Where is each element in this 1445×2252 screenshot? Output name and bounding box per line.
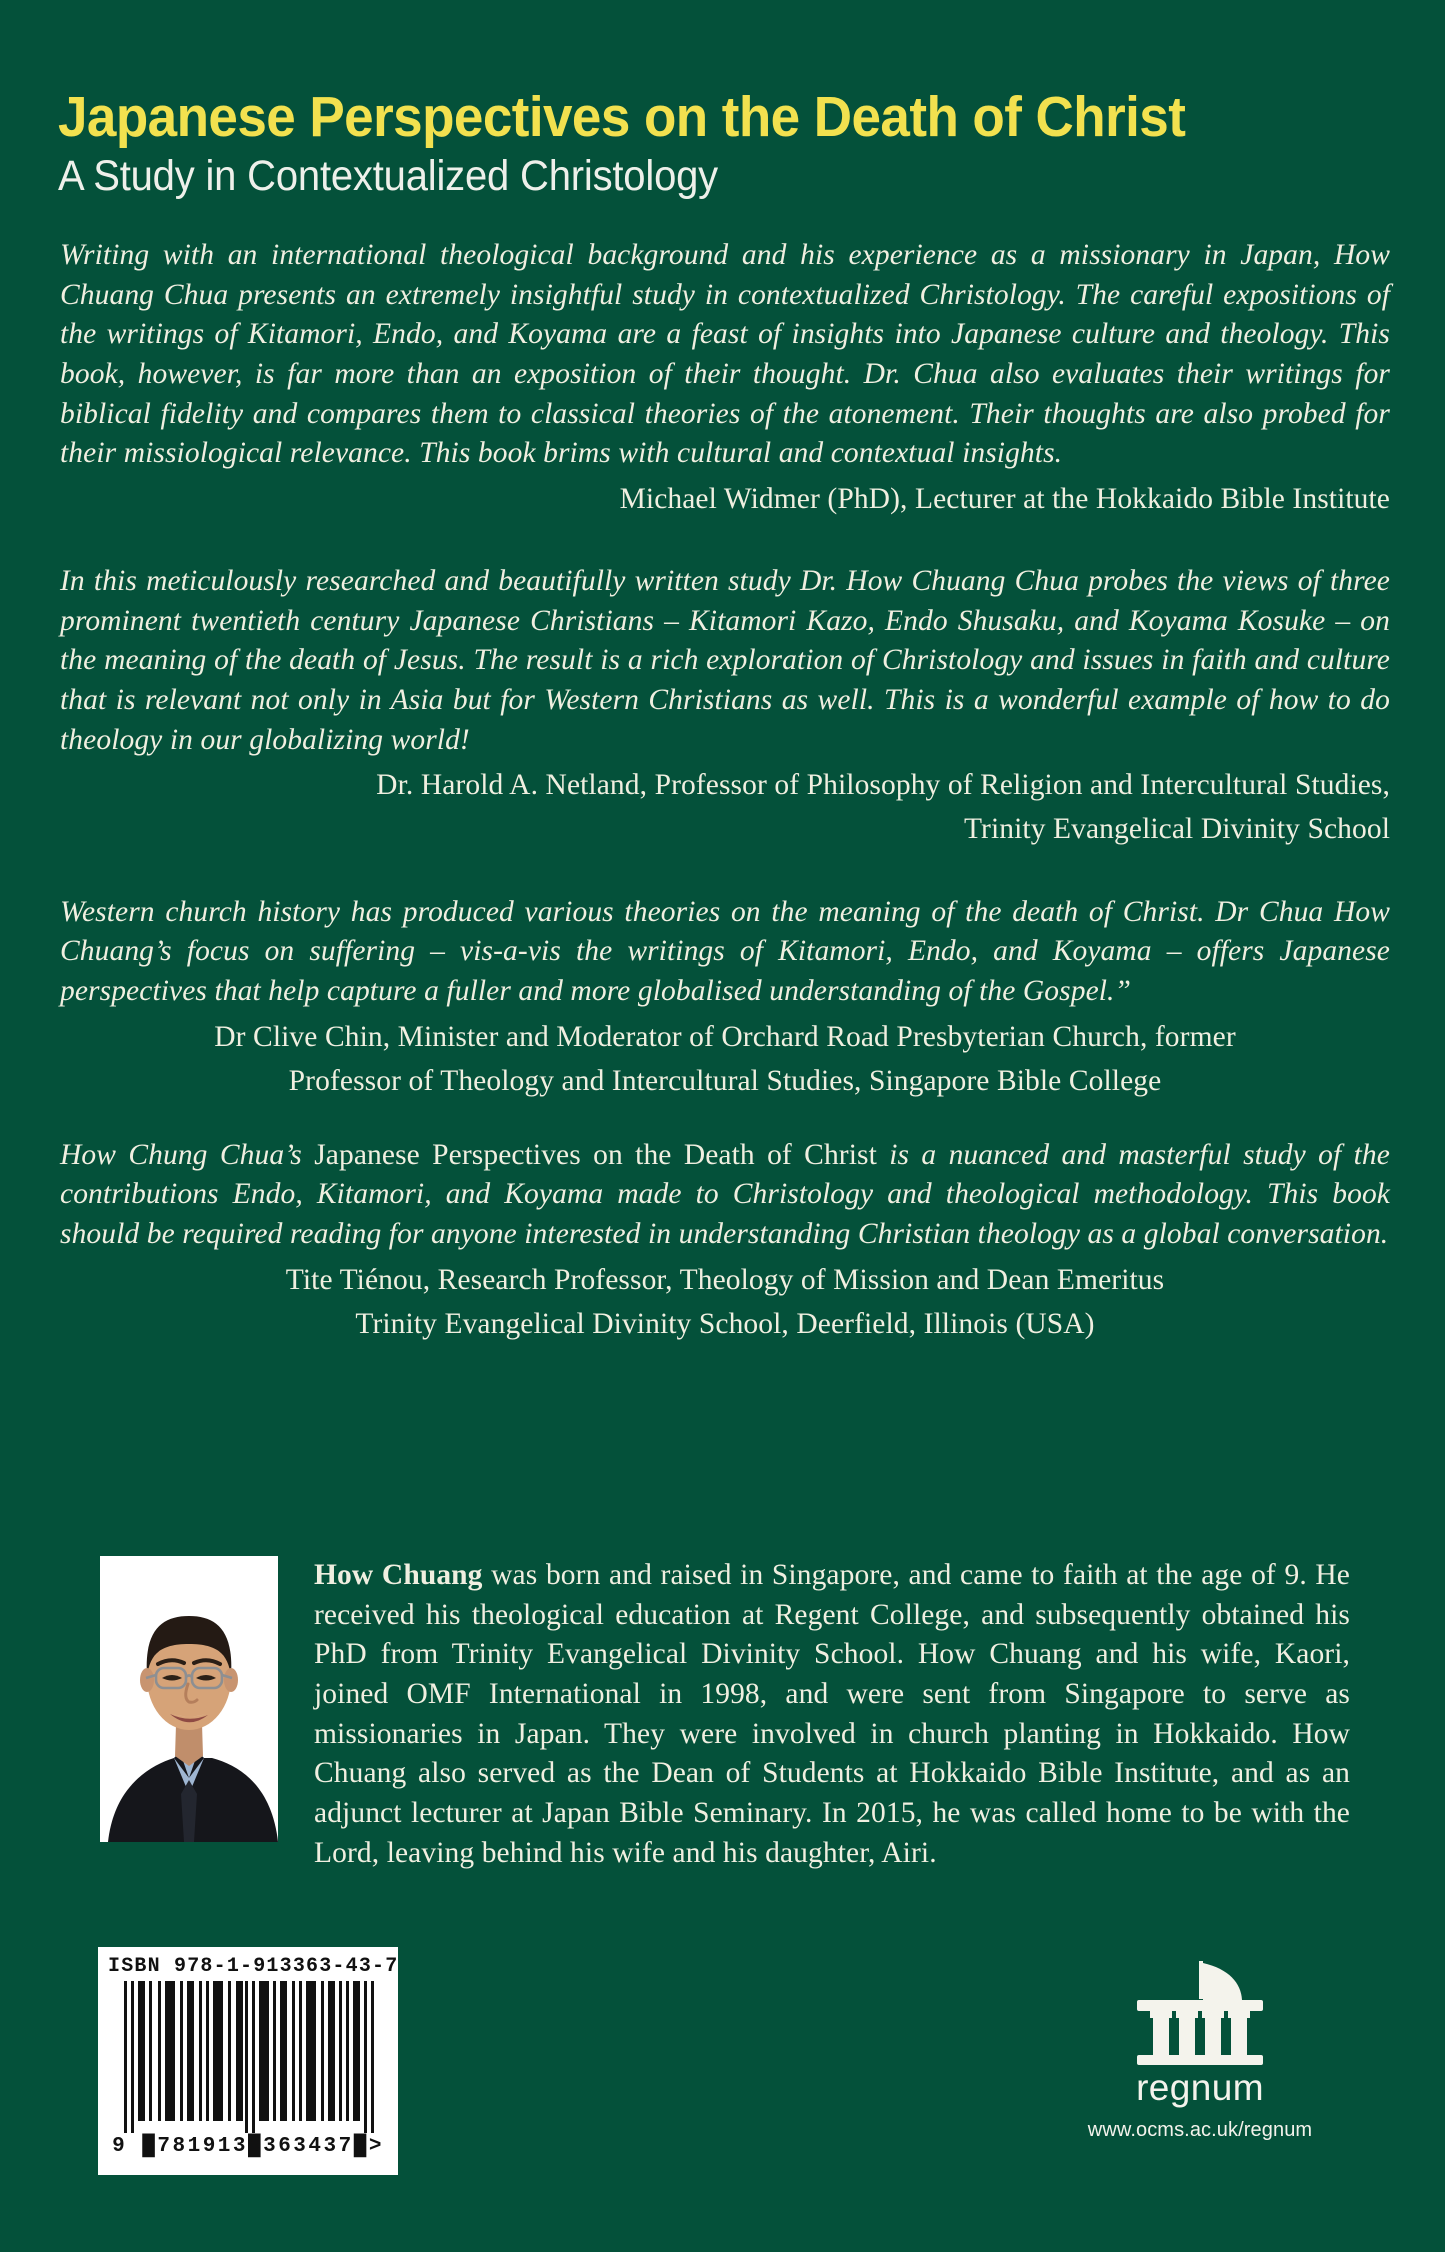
spacer (60, 528, 1390, 562)
isbn-barcode (98, 1947, 398, 2175)
publisher-block (1085, 1955, 1315, 2140)
endorsement-attribution-line-2: Professor of Theology and Intercultural Studies, Singapore Bible College (288, 1064, 1162, 1097)
quote-book-title: Japanese Perspectives on the Death of Christ (314, 1138, 877, 1171)
endorsement-attribution-line-2: Trinity Evangelical Divinity School, Deerfield, Illinois (USA) (355, 1307, 1095, 1340)
endorsement-quote (60, 1136, 1390, 1255)
quote-italic-lead: How Chung Chua’s (60, 1138, 315, 1171)
author-photo (100, 1556, 278, 1842)
author-bio-text (314, 1556, 1350, 1873)
publisher-url[interactable]: www.ocms.ac.uk/regnum (1087, 2119, 1313, 2141)
endorsement-attribution-line-2: Trinity Evangelical Divinity School (963, 813, 1390, 846)
publisher-name: regnum (1136, 2067, 1264, 2108)
endorsement-quote: In this meticulously researched and beautifully written study Dr. How Chuang Chua probes the views of three prominent twentieth century Japanese Christians – Kitamori Kazo, Endo Shusaku, and Koyama Kosuke – on the meaning of the death of Jesus. The result is a rich exploration of Christology and issues in faith and culture that is relevant not only in Asia but for Western Christians as well. This is a wonderful example of how to do theology in our globalizing world! (60, 565, 1390, 756)
spacer (60, 859, 1390, 893)
endorsement-attribution: Michael Widmer (PhD), Lecturer at the Hokkaido Bible Institute (619, 483, 1390, 516)
endorsement-1 (60, 236, 1390, 518)
endorsements-section (60, 236, 1390, 1353)
endorsement-attribution-line-1: Dr. Harold A. Netland, Professor of Philosophy of Religion and Intercultural Studies, (376, 769, 1390, 802)
isbn-label: ISBN 978-1-913363-43-7 (108, 1955, 399, 1978)
page-subtitle: A Study in Contextualized Christology (58, 152, 718, 201)
page-title: Japanese Perspectives on the Death of Christ (58, 85, 1186, 149)
author-bio-section (100, 1556, 1350, 1873)
endorsement-attribution-line-1: Dr Clive Chin, Minister and Moderator of Orchard Road Presbyterian Church, former (214, 1020, 1236, 1053)
spacer (60, 1110, 1390, 1136)
endorsement-quote: Writing with an international theological background and his experience as a missionary in Japan, How Chuang Chua presents an extremely insightful study in contextualized Christology. The careful expositions of the writings of Kitamori, Endo, and Koyama are a feast of insights into Japanese culture and theology. This book, however, is far more than an exposition of their thought. Dr. Chua also evaluates their writings for biblical fidelity and compares them to classical theories of the atonement. Their thoughts are also probed for their missiological relevance. This book brims with cultural and contextual insights. (60, 239, 1390, 470)
endorsement-quote: Western church history has produced various theories on the meaning of the death of Christ. Dr Chua How Chuang’s focus on suffering – vis-a-vis the writings of Kitamori, Endo, and Koyama – offers Japanese perspectives that help capture a fuller and more globalised understanding of the Gospel.” (60, 895, 1390, 1007)
regnum-temple-logo-icon (1125, 1955, 1275, 2067)
author-name: How Chuang (314, 1559, 483, 1591)
endorsement-3 (60, 893, 1390, 1100)
endorsement-attribution-line-1: Tite Tiénou, Research Professor, Theology of Mission and Dean Emeritus (285, 1263, 1165, 1296)
title-block (58, 85, 1388, 201)
barcode-digits: 9 █781913█363437█> (112, 2135, 384, 2158)
endorsement-2 (60, 562, 1390, 848)
quote-italic-tail: is a nuanced and masterful study of the contributions Endo, Kitamori, and Koyama made to Christology and theological methodology. This book should be required reading for anyone interested in understanding Christian theology as a global conversation. (60, 1138, 1390, 1250)
endorsement-4 (60, 1136, 1390, 1343)
barcode-bars-icon (118, 1981, 378, 2133)
author-bio-body: was born and raised in Singapore, and came to faith at the age of 9. He received his theological education at Regent College, and subsequently obtained his PhD from Trinity Evangelical Divinity School. How Chuang and his wife, Kaori, joined OMF International in 1998, and were sent from Singapore to serve as missionaries in Japan. They were involved in church planting in Hokkaido. How Chuang also served as the Dean of Students at Hokkaido Bible Institute, and as an adjunct lecturer at Japan Bible Seminary. In 2015, he was called home to be with the Lord, leaving behind his wife and his daughter, Airi. (314, 1559, 1350, 1869)
